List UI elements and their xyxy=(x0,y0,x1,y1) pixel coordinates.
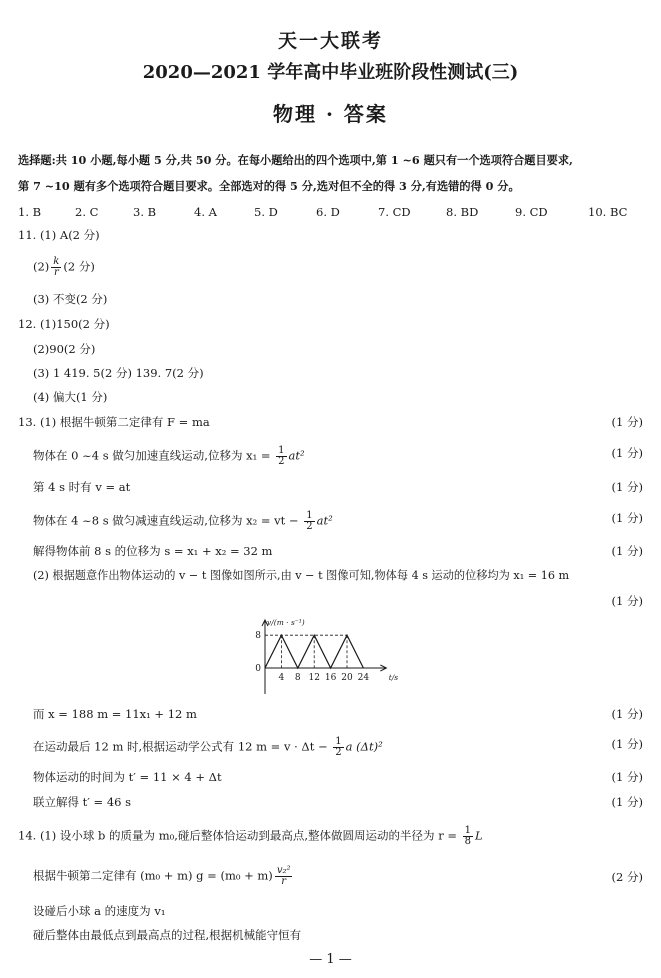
vt-graph xyxy=(250,618,420,698)
header-exam-title: 2020—2021 学年高中毕业班阶段性测试(三) xyxy=(142,62,519,83)
origin-label: 0 xyxy=(255,664,261,674)
q12-part-2: (2)90(2 分) xyxy=(33,342,96,356)
choice-answer: 1. B xyxy=(18,205,42,219)
page-number: — 1 — xyxy=(309,952,352,967)
choice-answer: 8. BD xyxy=(446,205,479,219)
choice-answer: 7. CD xyxy=(378,205,411,219)
q13-line-7: 而 x = 188 m = 11x₁ + 12 m xyxy=(33,707,197,721)
x-tick-label: 4 xyxy=(278,673,285,683)
fraction: $\frac{1}{2}$ xyxy=(306,510,313,532)
q14-line-2: 根据牛顿第二定律有 (m₀ + m) g = (m₀ + m) $\frac{\text{v₂²}}{r}$ xyxy=(33,865,291,887)
q13-line-1: 13. (1) 根据牛顿第二定律有 F = ma xyxy=(18,415,210,429)
q13-line-6: (2) 根据题意作出物体运动的 v − t 图像如图所示,由 v − t 图像可知,物体每 4 s 运动的位移均为 x₁ = 16 m xyxy=(33,569,570,582)
q14-line-1: 14. (1) 设小球 b 的质量为 m₀,碰后整体恰运动到最高点,整体做圆周运动的半径为 r = $\frac{1}{8}$ L xyxy=(18,825,483,847)
points: (1 分) xyxy=(611,594,643,608)
y-tick-label: 8 xyxy=(255,631,261,642)
points: (1 分) xyxy=(611,770,643,784)
points: (1 分) xyxy=(611,511,643,525)
points: (1 分) xyxy=(611,737,643,751)
x-tick-label: 12 xyxy=(308,673,320,683)
points: (1 分) xyxy=(611,415,643,429)
instructions-line-2: 第 7 ~10 题有多个选项符合题目要求。全部选对的得 5 分,选对但不全的得 3 分,有选错的得 0 分。 xyxy=(18,179,520,193)
choice-answer: 6. D xyxy=(316,205,340,219)
instructions-line-1: 选择题:共 10 小题,每小题 5 分,共 50 分。在每小题给出的四个选项中,第 1 ~6 题只有一个选项符合题目要求, xyxy=(18,153,573,167)
header-org: 天一大联考 xyxy=(277,30,383,52)
q11-part-3: (3) 不变(2 分) xyxy=(33,292,108,306)
choice-answer: 9. CD xyxy=(515,205,548,219)
points: (1 分) xyxy=(611,707,643,721)
y-axis-label: v/(m · s⁻¹) xyxy=(267,618,305,628)
choice-answer: 10. BC xyxy=(588,205,628,219)
x-tick-label: 16 xyxy=(324,673,337,683)
fraction: $\frac{1}{8}$ xyxy=(464,825,472,847)
x-axis-label: t/s xyxy=(388,673,399,682)
q13-line-4: 物体在 4 ~8 s 做匀减速直线运动,位移为 x₂ = vt − $\frac{1}{2}$ at² xyxy=(33,510,333,532)
q11-part-1: 11. (1) A(2 分) xyxy=(18,228,100,242)
q13-line-5: 解得物体前 8 s 的位移为 s = x₁ + x₂ = 32 m xyxy=(33,544,273,558)
fraction: $\frac{1}{2}$ xyxy=(278,445,285,467)
fraction: $\frac{\text{v₂²}}{r}$ xyxy=(276,865,291,887)
points: (1 分) xyxy=(611,446,643,460)
fraction: $\frac{k}{r}$ xyxy=(53,256,60,278)
q12-part-1: 12. (1)150(2 分) xyxy=(18,317,110,331)
q12-part-3: (3) 1 419. 5(2 分) 139. 7(2 分) xyxy=(33,366,204,380)
points: (1 分) xyxy=(611,544,643,558)
points: (2 分) xyxy=(611,870,643,884)
choice-answer: 2. C xyxy=(75,205,99,219)
q14-line-4: 碰后整体由最低点到最高点的过程,根据机械能守恒有 xyxy=(33,928,302,942)
choice-answer: 3. B xyxy=(133,205,157,219)
q13-line-8: 在运动最后 12 m 时,根据运动学公式有 12 m = v · Δt − $\frac{1}{2}$ a (Δt)² xyxy=(33,736,383,758)
header-subject: 物理 · 答案 xyxy=(273,102,388,126)
q13-line-2: 物体在 0 ~4 s 做匀加速直线运动,位移为 x₁ = $\frac{1}{2}$ at² xyxy=(33,445,305,467)
x-tick-label: 20 xyxy=(341,673,353,683)
q12-part-4: (4) 偏大(1 分) xyxy=(33,390,108,404)
q13-line-9: 物体运动的时间为 t′ = 11 × 4 + Δt xyxy=(33,770,222,784)
fraction: $\frac{1}{2}$ xyxy=(335,736,342,758)
q13-line-3: 第 4 s 时有 v = at xyxy=(33,480,131,494)
points: (1 分) xyxy=(611,795,643,809)
choice-answer: 5. D xyxy=(254,205,278,219)
x-tick-label: 24 xyxy=(357,673,370,683)
choice-answer: 4. A xyxy=(194,205,217,219)
x-tick-label: 8 xyxy=(294,673,301,683)
q14-line-3: 设碰后小球 a 的速度为 v₁ xyxy=(33,904,166,918)
q11-part-2: (2) $\frac{k}{r}$ (2 分) xyxy=(33,256,95,278)
points: (1 分) xyxy=(611,480,643,494)
q13-line-10: 联立解得 t′ = 46 s xyxy=(33,795,132,809)
